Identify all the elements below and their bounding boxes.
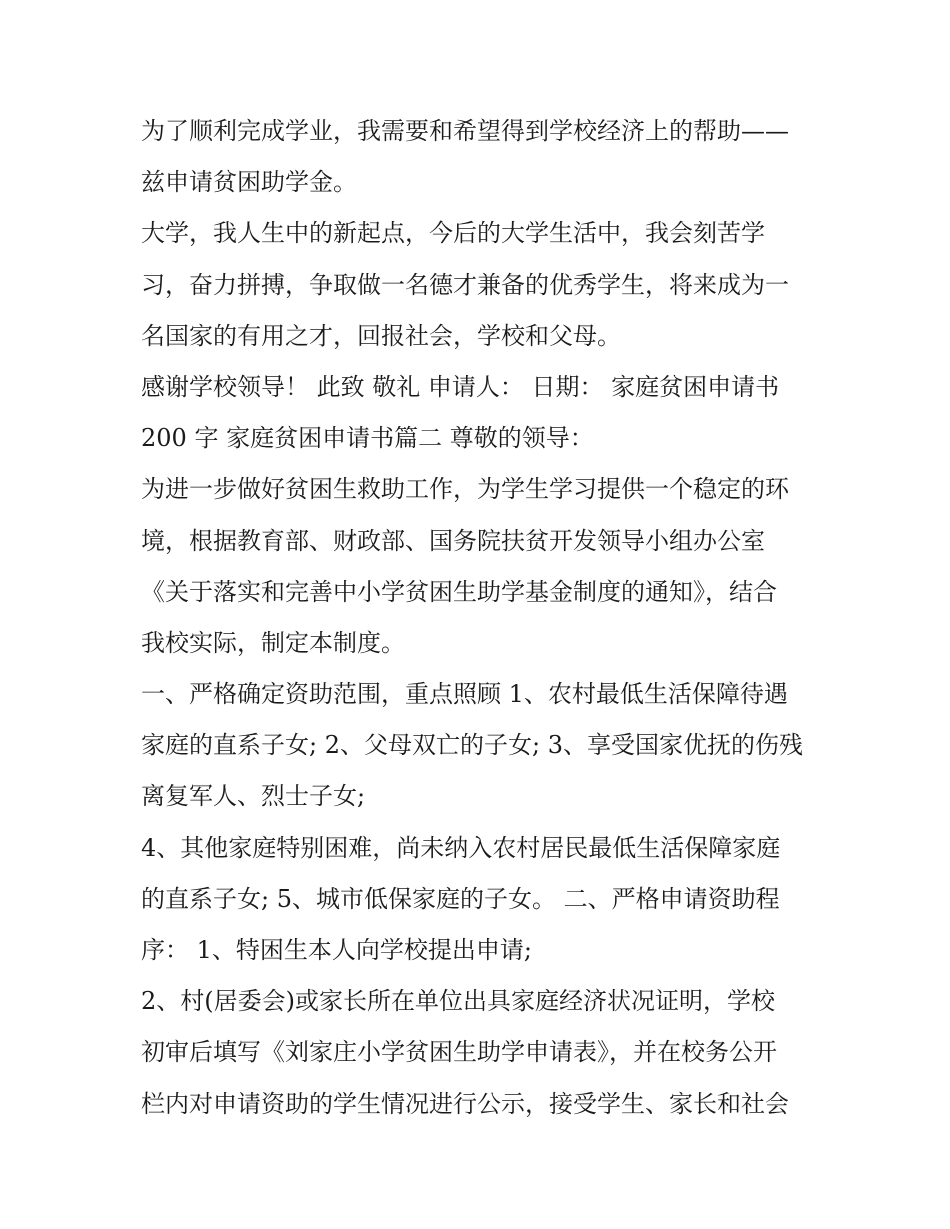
text-line: 一、严格确定资助范围，重点照顾 1、农村最低生活保障待遇 [141,680,788,709]
text-line: 我校实际，制定本制度。 [141,628,405,657]
text-line: 离复军人、烈士子女; [141,782,366,811]
text-line: 的直系子女; 5、城市低保家庭的子女。 二、严格申请资助程 [141,884,780,913]
text-line: 为进一步做好贫困生救助工作，为学生学习提供一个稳定的环 [141,475,789,504]
document-body [141,106,821,1130]
text-line: 境，根据教育部、财政部、国务院扶贫开发领导小组办公室 [141,526,765,555]
text-line: 家庭的直系子女; 2、父母双亡的子女; 3、享受国家优抚的伤残 [141,731,803,760]
text-line: 习，奋力拼搏，争取做一名德才兼备的优秀学生，将来成为一 [141,270,789,299]
text-line: 大学，我人生中的新起点，今后的大学生活中，我会刻苦学 [141,219,765,248]
text-line: 初审后填写《刘家庄小学贫困生助学申请表》，并在校务公开 [141,1038,777,1067]
text-line: 栏内对申请资助的学生情况进行公示，接受学生、家长和社会 [141,1089,789,1118]
text-line: 2、村(居委会)或家长所在单位出具家庭经济状况证明，学校 [141,987,775,1016]
text-line: 兹申请贫困助学金。 [141,168,357,197]
text-line: 感谢学校领导！ 此致 敬礼 申请人： 日期： 家庭贫困申请书 [141,372,780,401]
text-line: 200 字 家庭贫困申请书篇二 尊敬的领导： [141,424,594,453]
text-line: 名国家的有用之才，回报社会，学校和父母。 [141,321,621,350]
text-line: 序： 1、特困生本人向学校提出申请; [141,936,532,964]
text-line: 《关于落实和完善中小学贫困生助学基金制度的通知》，结合 [141,577,777,606]
text-line: 4、其他家庭特别困难，尚未纳入农村居民最低生活保障家庭 [141,833,781,862]
text-line: 为了顺利完成学业，我需要和希望得到学校经济上的帮助—— [141,117,789,145]
